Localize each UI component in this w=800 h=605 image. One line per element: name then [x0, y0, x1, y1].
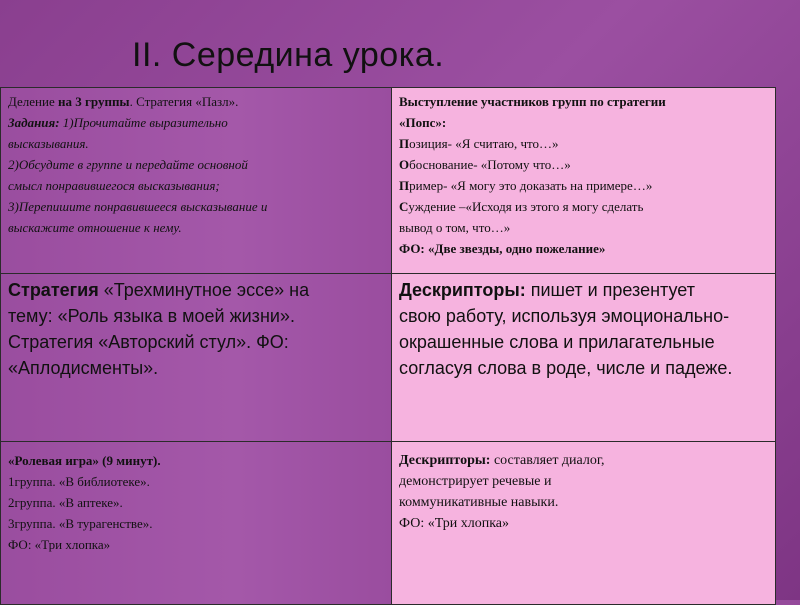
- lesson-table: [0, 87, 776, 605]
- text-line: «Попс»:: [399, 115, 447, 130]
- initial-letter: О: [399, 157, 410, 172]
- descriptors-label: Дескрипторы:: [399, 453, 491, 468]
- text-line: свою работу, используя эмоционально-: [399, 306, 730, 326]
- text-span-bold: Стратегия: [8, 280, 99, 300]
- text-line: ФО: «Две звезды, одно пожелание»: [399, 241, 606, 256]
- text-line: высказывания.: [8, 136, 89, 151]
- text-line: ФО: «Три хлопка»: [399, 516, 510, 531]
- table-row: [1, 88, 776, 274]
- cell-essay-descriptors: [392, 274, 776, 442]
- text-span: «Трехминутное эссе» на: [98, 280, 310, 300]
- text-line: тему: «Роль языка в моей жизни».: [8, 306, 295, 326]
- text-line: демонстрирует речевые и: [399, 474, 552, 489]
- cell-role-play: [1, 442, 392, 605]
- text-line: [399, 175, 769, 196]
- descriptors-label: Дескрипторы:: [399, 280, 526, 300]
- text-span-bold: на 3 группы: [58, 94, 130, 109]
- text-line: [399, 277, 769, 303]
- text-line: [399, 450, 769, 471]
- text-line: «Ролевая игра» (9 минут).: [8, 453, 161, 468]
- text-line: вывод о том, что…»: [399, 220, 511, 235]
- text-span: 1)Прочитайте выразительно: [62, 115, 228, 130]
- text-span: ример- «Я могу это доказать на примере…»: [409, 178, 653, 193]
- text-line: коммуникативные навыки.: [399, 495, 559, 510]
- text-line: выскажите отношение к нему.: [8, 220, 182, 235]
- text-line: [8, 277, 385, 303]
- initial-letter: П: [399, 136, 410, 151]
- text-line: смысл понравившегося высказывания;: [8, 178, 220, 193]
- text-span: пишет и презентует: [525, 280, 695, 300]
- initial-letter: П: [399, 178, 410, 193]
- table-row: [1, 274, 776, 442]
- text-span: составляет диалог,: [490, 453, 605, 468]
- cell-essay-strategy: [1, 274, 392, 442]
- text-line: окрашенные слова и прилагательные: [399, 332, 715, 352]
- text-line: [8, 91, 385, 112]
- cell-role-play-descriptors: [392, 442, 776, 605]
- text-line: Выступление участников групп по стратегии: [399, 94, 666, 109]
- table-row: [1, 442, 776, 605]
- text-line: 3группа. «В турагенстве».: [8, 516, 153, 531]
- tasks-label: Задания:: [8, 115, 63, 130]
- text-line: согласуя слова в роде, числе и падеже.: [399, 358, 733, 378]
- initial-letter: С: [399, 199, 409, 214]
- text-line: ФО: «Три хлопка»: [8, 537, 111, 552]
- text-line: [399, 154, 769, 175]
- text-span: . Стратегия «Пазл».: [129, 94, 239, 109]
- text-span: Деление: [8, 94, 58, 109]
- text-span: озиция- «Я считаю, что…»: [409, 136, 559, 151]
- text-line: [399, 196, 769, 217]
- text-line: [399, 133, 769, 154]
- cell-group-division: [1, 88, 392, 274]
- slide-title: II. Середина урока.: [132, 36, 445, 74]
- text-line: [8, 112, 385, 133]
- text-span: боснование- «Потому что…»: [409, 157, 571, 172]
- text-line: 2)Обсудите в группе и передайте основной: [8, 157, 248, 172]
- cell-pops-strategy: [392, 88, 776, 274]
- text-line: 1группа. «В библиотеке».: [8, 474, 150, 489]
- text-line: 3)Перепишите понравившееся высказывание и: [8, 199, 268, 214]
- text-span: уждение –«Исходя из этого я могу сделать: [408, 199, 644, 214]
- text-line: Стратегия «Авторский стул». ФО:: [8, 332, 289, 352]
- text-line: 2группа. «В аптеке».: [8, 495, 123, 510]
- text-line: «Аплодисменты».: [8, 358, 159, 378]
